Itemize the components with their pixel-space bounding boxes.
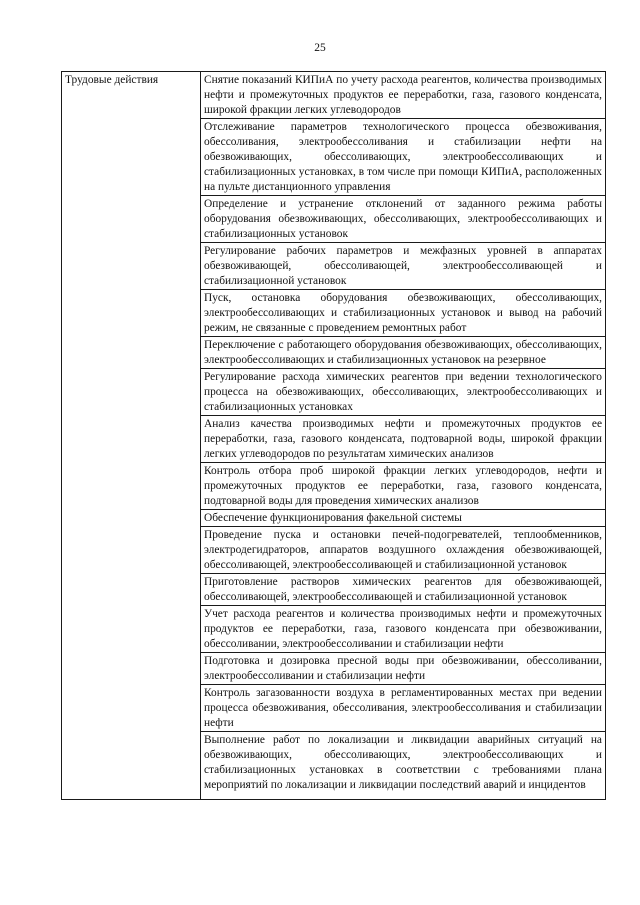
action-cell: Подготовка и дозировка пресной воды при обезвоживании, обессоливании, электрообессоливании и стабилизации нефти (201, 653, 606, 685)
action-cell: Отслеживание параметров технологического процесса обезвоживания, обессоливания, электрообессоливания и стабилизации нефти на обезвоживающих, обессоливающих, электрообессоливающих и стабилизационных установках, в том числе при помощи КИПиА, расположенных на пульте дистанционного управления (201, 119, 606, 196)
action-cell: Регулирование расхода химических реагентов при ведении технологического процесса на обезвоживающих, обессоливающих, электрообессоливающих и стабилизационных установках (201, 369, 606, 416)
action-cell: Контроль загазованности воздуха в регламентированных местах при ведении процесса обезвоживания, обессоливания, электрообессоливания и стабилизации нефти (201, 685, 606, 732)
action-cell: Переключение с работающего оборудования обезвоживающих, обессоливающих, электрообессоливающих и стабилизационных установок на резервное (201, 337, 606, 369)
action-cell: Анализ качества производимых нефти и промежуточных продуктов ее переработки, газа, газового конденсата, подтоварной воды, широкой фракции легких углеводородов по результатам химических анализов (201, 416, 606, 463)
labor-actions-table (61, 71, 606, 800)
action-cell: Пуск, остановка оборудования обезвоживающих, обессоливающих, электрообессоливающих и стабилизационных установок и вывод на рабочий режим, не связанные с проведением ремонтных работ (201, 290, 606, 337)
action-cell: Снятие показаний КИПиА по учету расхода реагентов, количества производимых нефти и промежуточных продуктов ее переработки, газа, газового конденсата, широкой фракции легких углеводородов (201, 72, 606, 119)
action-cell: Контроль отбора проб широкой фракции легких углеводородов, нефти и промежуточных продуктов ее переработки, газа, газового конденсата, подтоварной воды для проведения химических анализов (201, 463, 606, 510)
table-row (62, 72, 606, 119)
action-cell: Приготовление растворов химических реагентов для обезвоживающей, обессоливающей, электрообессоливающей и стабилизационной установок (201, 574, 606, 606)
action-cell: Учет расхода реагентов и количества производимых нефти и промежуточных продуктов ее переработки, газа, газового конденсата при обезвоживании, обессоливании, электрообессоливании и стабилизации нефти (201, 606, 606, 653)
page-number: 25 (314, 42, 326, 54)
action-cell: Регулирование рабочих параметров и межфазных уровней в аппаратах обезвоживающей, обессоливающей, электрообессоливающей и стабилизационной установок (201, 243, 606, 290)
action-cell: Проведение пуска и остановки печей-подогревателей, теплообменников, электродегидраторов, аппаратов воздушного охлаждения обезвоживающей, обессоливающей, электрообессоливающей и стабилизационной установок (201, 527, 606, 574)
action-cell: Определение и устранение отклонений от заданного режима работы оборудования обезвоживающих, обессоливающих, электрообессоливающих и стабилизационных установок (201, 196, 606, 243)
action-cell: Обеспечение функционирования факельной системы (201, 510, 606, 527)
action-cell: Выполнение работ по локализации и ликвидации аварийных ситуаций на обезвоживающих, обессоливающих, электрообессоливающих и стабилизационных установках в соответствии с требованиями плана мероприятий по локализации и ликвидации последствий аварий и инцидентов (201, 732, 606, 800)
row-label: Трудовые действия (62, 72, 201, 800)
